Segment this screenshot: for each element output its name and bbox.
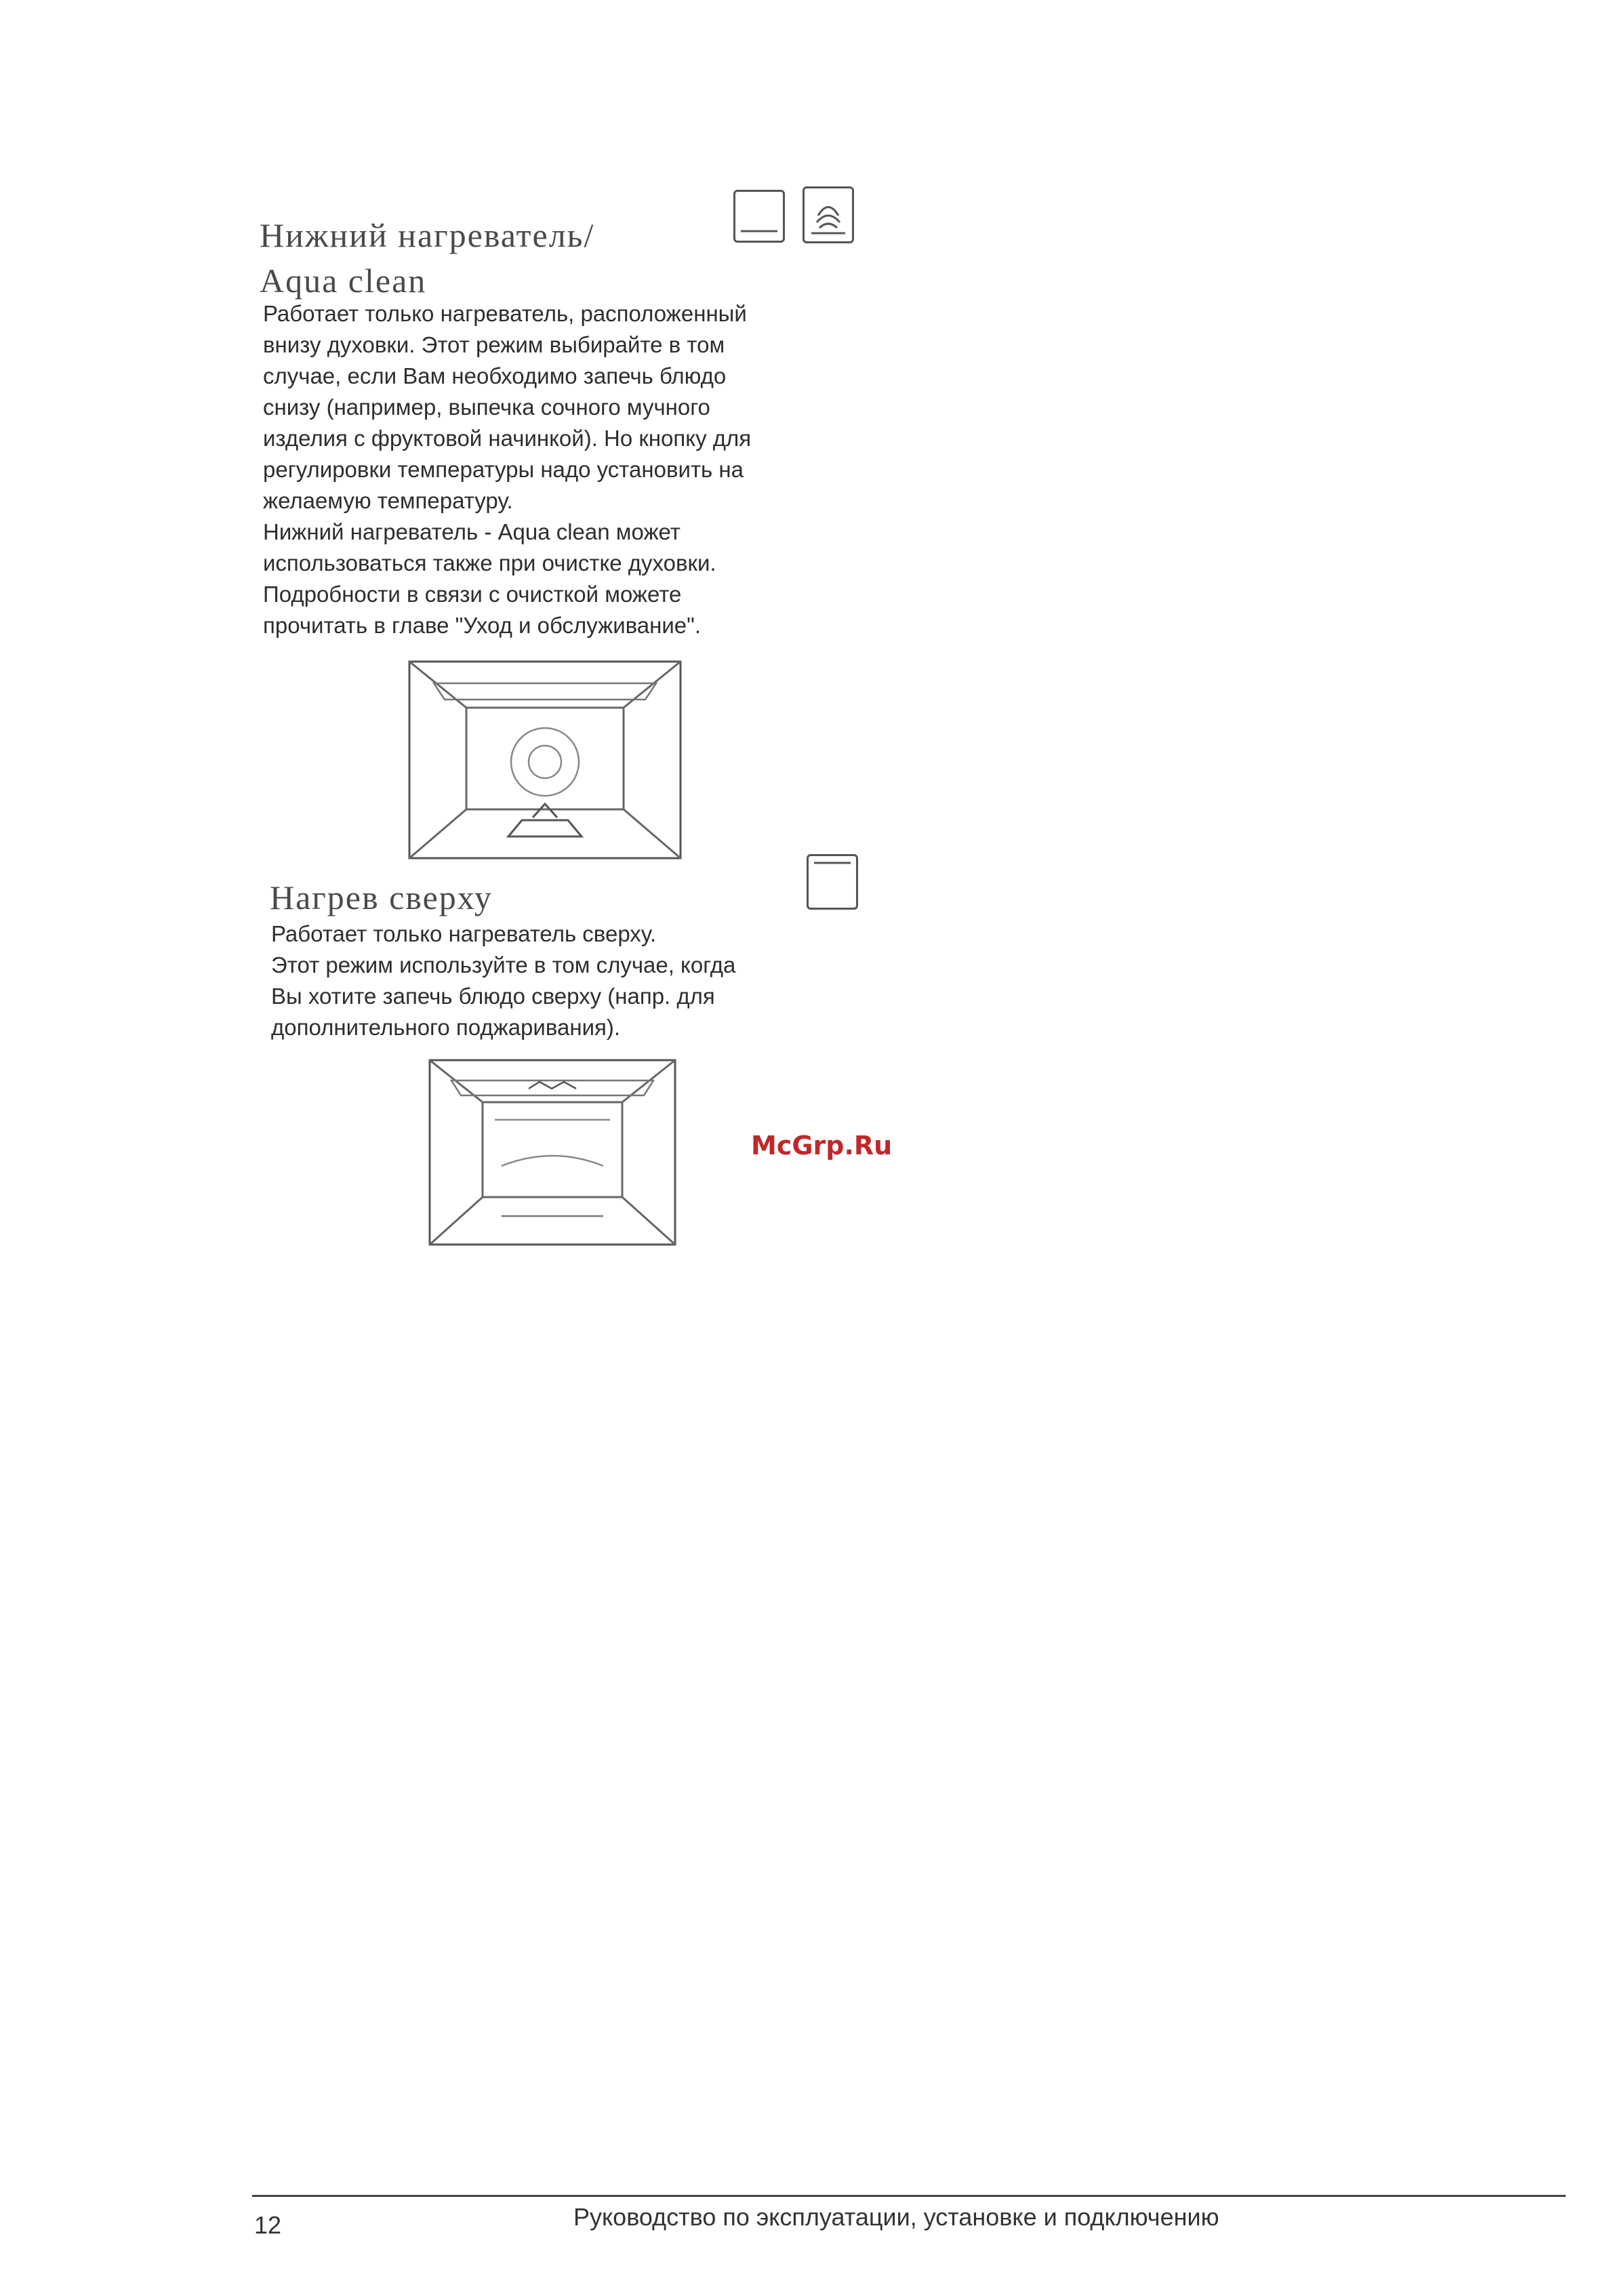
oven-bottom-heater-diagram <box>407 659 685 862</box>
section1-line: желаемую температуру. <box>263 488 513 513</box>
section1-line: Нижний нагреватель - Aqua clean может <box>263 519 681 544</box>
section2-heading: Нагрев сверху <box>270 878 493 916</box>
section2-line: дополнительного поджаривания). <box>271 1015 621 1040</box>
section1-body <box>263 298 751 641</box>
aqua-clean-icon <box>803 186 854 243</box>
section2-line: Работает только нагреватель сверху. <box>271 921 657 946</box>
section2-line: Этот режим используйте в том случае, когда <box>271 952 736 977</box>
section1-heading-line2: Aqua clean <box>260 262 427 300</box>
section1-line: Подробности в связи с очисткой можете <box>263 582 682 607</box>
watermark: McGrp.Ru <box>751 1131 893 1160</box>
footer-title: Руководство по эксплуатации, установке и подключению <box>573 2203 1219 2231</box>
section1-line: Работает только нагреватель, расположенный <box>263 301 747 326</box>
top-heater-icon <box>807 854 858 910</box>
section1-line: изделия с фруктовой начинкой). Но кнопку для <box>263 426 752 451</box>
section1-line: внизу духовки. Этот режим выбирайте в том <box>263 332 725 357</box>
bottom-heater-icon <box>733 190 785 243</box>
section1-line: использоваться также при очистке духовки. <box>263 550 716 575</box>
section1-line: случае, если Вам необходимо запечь блюдо <box>263 363 727 388</box>
section1-line: снизу (например, выпечка сочного мучного <box>263 395 710 420</box>
section1-line: регулировки температуры надо установить на <box>263 457 744 482</box>
footer-rule <box>252 2195 1566 2197</box>
oven-top-heater-diagram <box>427 1057 678 1249</box>
page-number: 12 <box>254 2211 282 2239</box>
section2-line: Вы хотите запечь блюдо сверху (напр. для <box>271 984 715 1009</box>
section2-body <box>271 918 735 1043</box>
section1-line: прочитать в главе "Уход и обслуживание". <box>263 613 702 638</box>
section1-heading-line1: Нижний нагреватель/ <box>260 216 595 254</box>
